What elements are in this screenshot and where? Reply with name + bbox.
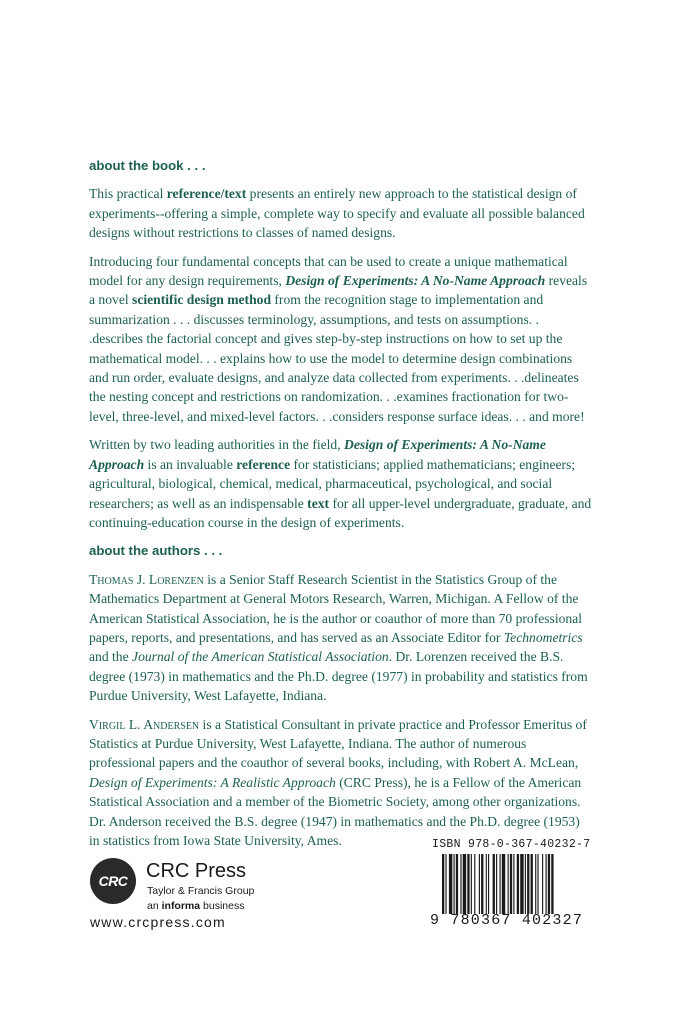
author-bio-lorenzen [89,570,592,706]
about-book-paragraph-1 [89,184,592,242]
barcode-bar [546,854,547,914]
barcode-bar [542,854,543,914]
text-run: is a Statistical Consultant in private practice and Professor Emeritus of Statistics at Purdue University, West Lafayette, Indiana. The author of numerous professional papers and the coauthor of several books, including, with Robert A. McLean, [89,716,587,771]
text-run: for statisticians; applied mathematicians; engineers; agricultural, biological, chemical, medical, pharmaceutical, psychological, and social researchers; as well as an indispensable [89,456,576,511]
publisher-name: CRC Press [146,860,247,882]
italic-run: Journal of the American Statistical Association [132,649,389,665]
text-run: is a Senior Staff Research Scientist in the Statistics Group of the Mathematics Department at General Motors Research, Warren, Michigan. A Fellow of the American Statistical Association, he is the author or coauthor of more than 70 professional papers, reports, and presentations, and has served as an Associate Editor for [89,571,583,645]
barcode-bar [527,854,529,914]
crc-logo-icon: CRC [90,858,136,904]
barcode-bar [496,854,497,914]
text-run: business [200,900,245,912]
barcode-bar [488,854,489,914]
barcode-bar [508,854,509,914]
text-run: and the [89,649,133,665]
barcode-bar [500,854,501,914]
barcode-bar [493,854,495,914]
barcode-bar [442,854,444,914]
about-authors-heading: about the authors . . . [89,543,223,559]
book-title-run: Design of Experiments: A No-Name Approach [285,273,546,289]
barcode-bar [510,854,512,914]
barcode-bar [479,854,480,914]
author-name: Thomas J. Lorenzen [89,571,204,587]
barcode-bar [537,854,538,914]
text-run: from the recognition stage to implementation and summarization . . . discusses terminology, assumptions, and tests on assumptions. . .describes the factorial concept and gives step-by-step instructions on how to set up the mathematical model. . . explains how to use the model to determine design combinations and run order, evaluate designs, and analyze data collected from experiments. . .delineates the nesting concept and restrictions on randomization. . .examines fractionation for two-level, three-level, and mixed-level factors. . .considers response surface ideas. . . and more! [89,292,585,424]
barcode-bar [445,854,446,914]
text-run: is an invaluable [144,456,237,472]
barcode-bars-icon [442,854,592,914]
text-run: (CRC Press), he is a Fellow of the American Statistical Association and a member of the Biometric Society, among other organizations. Dr. Anderson received the B.S. degree (1947) in mathematics and the Ph.D. degree (1953) in statistics from Iowa State University, Ames. [89,774,582,848]
text-run: for all upper-level undergraduate, graduate, and continuing-education course in the design of experiments. [89,495,592,530]
author-bio-andersen [89,715,592,851]
isbn-barcode [430,838,600,938]
book-title-run: Design of Experiments: A No-Name Approach [89,437,546,472]
text-run: reveals a novel [89,273,588,308]
cover-text [89,156,592,859]
text-run: Introducing four fundamental concepts that can be used to create a unique mathematical model for any design requirements, [89,253,568,289]
barcode-bar [531,854,533,914]
barcode-bar [525,854,526,914]
text-run: presents an entirely new approach to the statistical design of experiments--offering a simple, complete way to specify and evaluate all possible balanced designs without restrictions to classes of named designs. [89,186,585,241]
barcode-bar [513,854,514,914]
barcode-bar [474,854,475,914]
about-book-paragraph-2 [89,252,592,427]
italic-run: Technometrics [503,629,583,645]
barcode-bar [486,854,487,914]
barcode-bar [471,854,472,914]
barcode-bar [548,854,550,914]
publisher-business [147,900,244,912]
barcode-bar [460,854,461,914]
barcode-bar [456,854,458,914]
barcode-bar [449,854,452,914]
publisher-logo [90,858,290,938]
text-run: an [147,900,162,912]
barcode-bar [467,854,469,914]
author-name: Virgil L. Andersen [89,716,200,732]
barcode-bar [517,854,519,914]
text-run: Written by two leading authorities in the field, [89,437,345,453]
publisher-url: www.crcpress.com [90,914,226,930]
about-book-paragraph-3 [89,435,592,532]
bold-run: reference [236,456,291,472]
publisher-group: Taylor & Francis Group [147,885,255,897]
barcode-bar [463,854,466,914]
barcode-bar [551,854,553,914]
barcode-bar [454,854,455,914]
barcode-bar [520,854,523,914]
bold-run: text [307,495,330,511]
barcode-digits: 9 780367 402327 [430,912,584,929]
text-run: This practical [89,186,167,202]
bold-run: scientific design method [132,292,271,308]
barcode-bar [502,854,505,914]
text-run: . Dr. Lorenzen received the B.S. degree (1973) in mathematics and the Ph.D. degree (1977) in probability and statistics from Purdue University, West Lafayette, Indiana. [89,649,588,704]
barcode-bar [481,854,483,914]
bold-run: reference/text [166,186,247,202]
about-book-heading: about the book . . . [89,158,206,173]
barcode-bar [535,854,536,914]
bold-run: informa [161,900,201,912]
italic-run: Design of Experiments: A Realistic Approach [89,774,336,790]
isbn-label: ISBN 978-0-367-40232-7 [432,838,591,851]
